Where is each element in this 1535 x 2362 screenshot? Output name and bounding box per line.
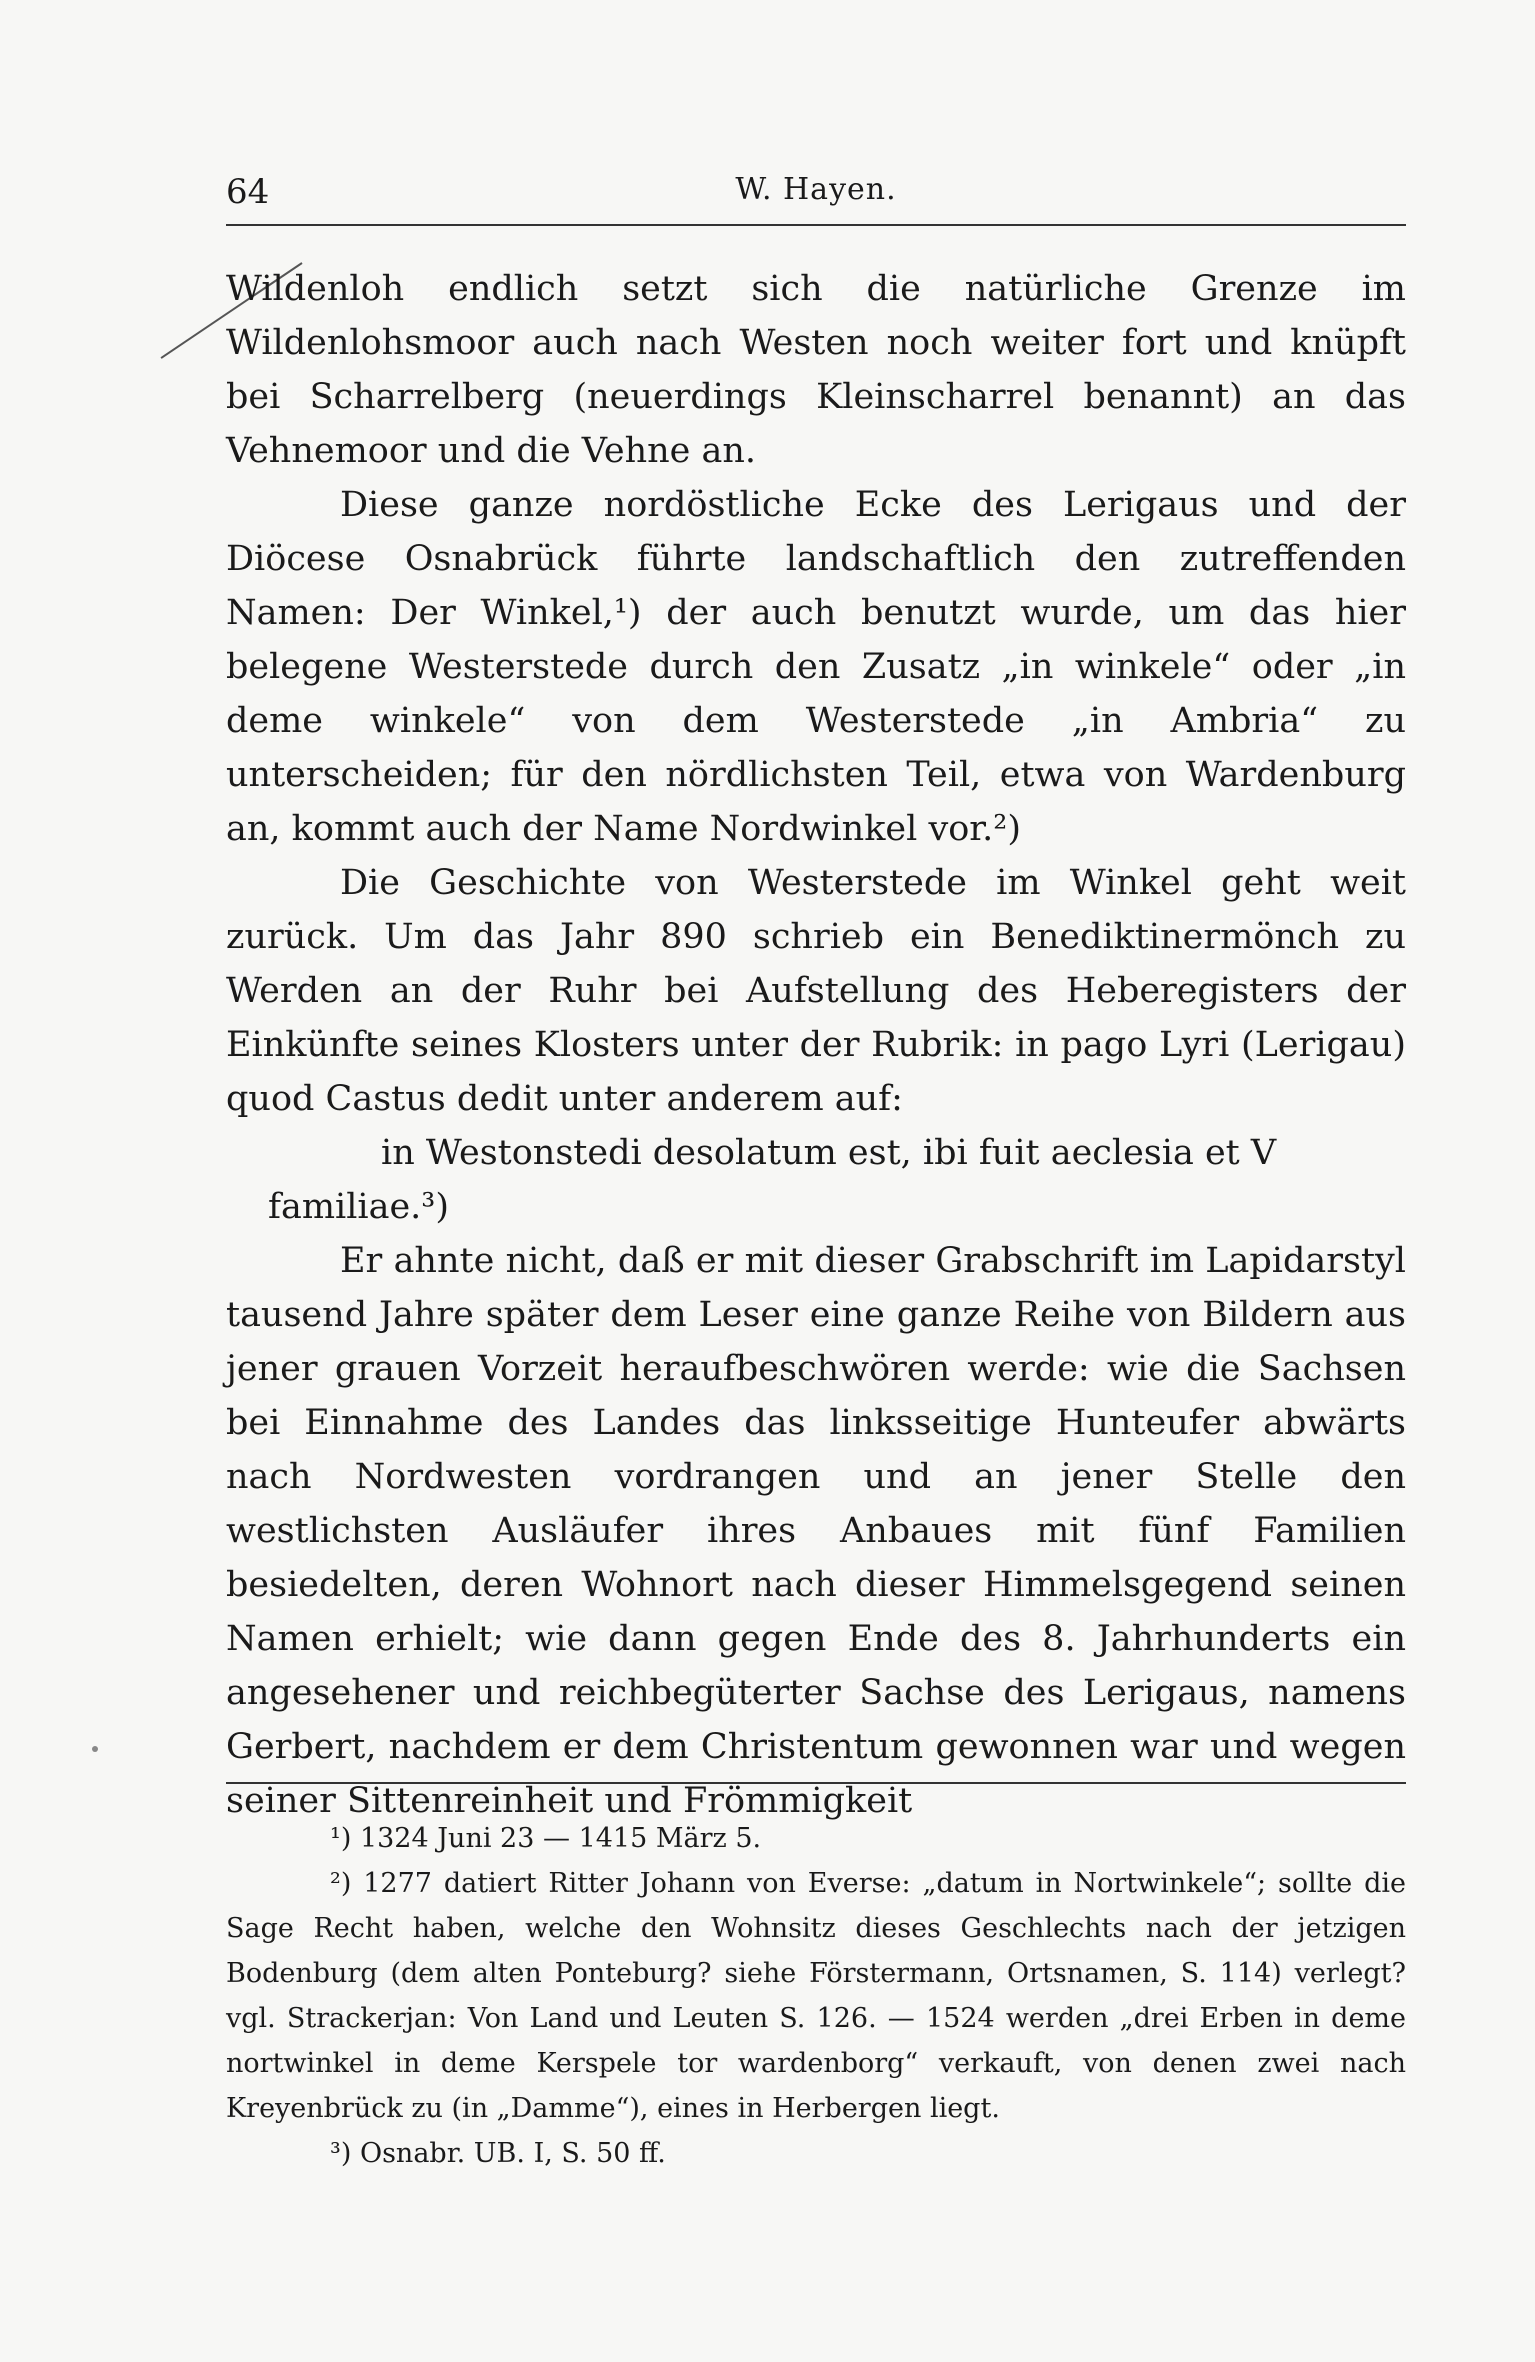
footnote-rule (226, 1782, 1406, 1784)
margin-dot (92, 1746, 98, 1752)
running-head: W. Hayen. (735, 172, 897, 207)
footnote-3: ³) Osnabr. UB. I, S. 50 ff. (330, 2138, 666, 2169)
footnote-1: ¹) 1324 Juni 23 — 1415 März 5. (330, 1823, 762, 1854)
page-number: 64 (226, 172, 270, 212)
page-header (226, 168, 1406, 226)
latin-quote: in Westonstedi desolatum est, ibi fuit aeclesia et V (381, 1133, 1277, 1173)
body-text (226, 262, 1406, 1828)
footnote-2: ²) 1277 datiert Ritter Johann von Eversе: „datum in Nortwinkele“; sollte die Sage Recht haben, welche den Wohnsitz dieses Geschlechts nach der jetzigen Bodenburg (dem alten Ponteburg? siehe Förstermann, Ortsnamen, S. 114) verlegt? vgl. Strackerjan: Von Land und Leuten S. 126. — 1524 werden „drei Erben in deme nortwinkel in deme Kerspele tor wardenborg“ verkauft, von denen zwei nach Kreyenbrück zu (in „Damme“), eines in Herbergen liegt. (226, 1868, 1406, 2124)
paragraph-3: Die Geschichte von Westerstede im Winkel geht weit zurück. Um das Jahr 890 schrieb ein Benediktinermönch zu Werden an der Ruhr bei Aufstellung des Heberegisters der Einkünfte seines Klosters unter der Rubrik: in pago Lyri (Lerigau) quod Castus dedit unter anderem auf: (226, 863, 1406, 1119)
paragraph-2: Diese ganze nordöstliche Ecke des Lerigaus und der Diöcese Osnabrück führte landschaftlich den zutreffenden Namen: Der Winkel,¹) der auch benutzt wurde, um das hier belegene Westerstede durch den Zusatz „in winkele“ oder „in deme winkele“ von dem Westerstede „in Ambria“ zu unterscheiden; für den nördlichsten Teil, etwa von Wardenburg an, kommt auch der Name Nordwinkel vor.²) (226, 485, 1406, 849)
latin-quote-continuation: familiae.³) (268, 1187, 449, 1227)
footnotes (226, 1816, 1406, 2176)
paragraph-4: Er ahnte nicht, daß er mit dieser Grabschrift im Lapidarstyl tausend Jahre später dem Leser eine ganze Reihe von Bildern aus jener grauen Vorzeit heraufbeschwören werde: wie die Sachsen bei Einnahme des Landes das linksseitige Hunteufer abwärts nach Nordwesten vordrangen und an jener Stelle den westlichsten Ausläufer ihres Anbaues mit fünf Familien besiedelten, deren Wohnort nach dieser Himmelsgegend seinen Namen erhielt; wie dann gegen Ende des 8. Jahrhunderts ein angesehener und reichbegüterter Sachse des Lerigaus, namens Gerbert, nachdem er dem Christentum gewonnen war und wegen seiner Sittenreinheit und Frömmigkeit (226, 1241, 1406, 1821)
paragraph-1: Wildenloh endlich setzt sich die natürliche Grenze im Wildenlohsmoor auch nach Westen noch weiter fort und knüpft bei Scharrelberg (neuerdings Kleinscharrel benannt) an das Vehnemoor und die Vehne an. (226, 269, 1406, 471)
